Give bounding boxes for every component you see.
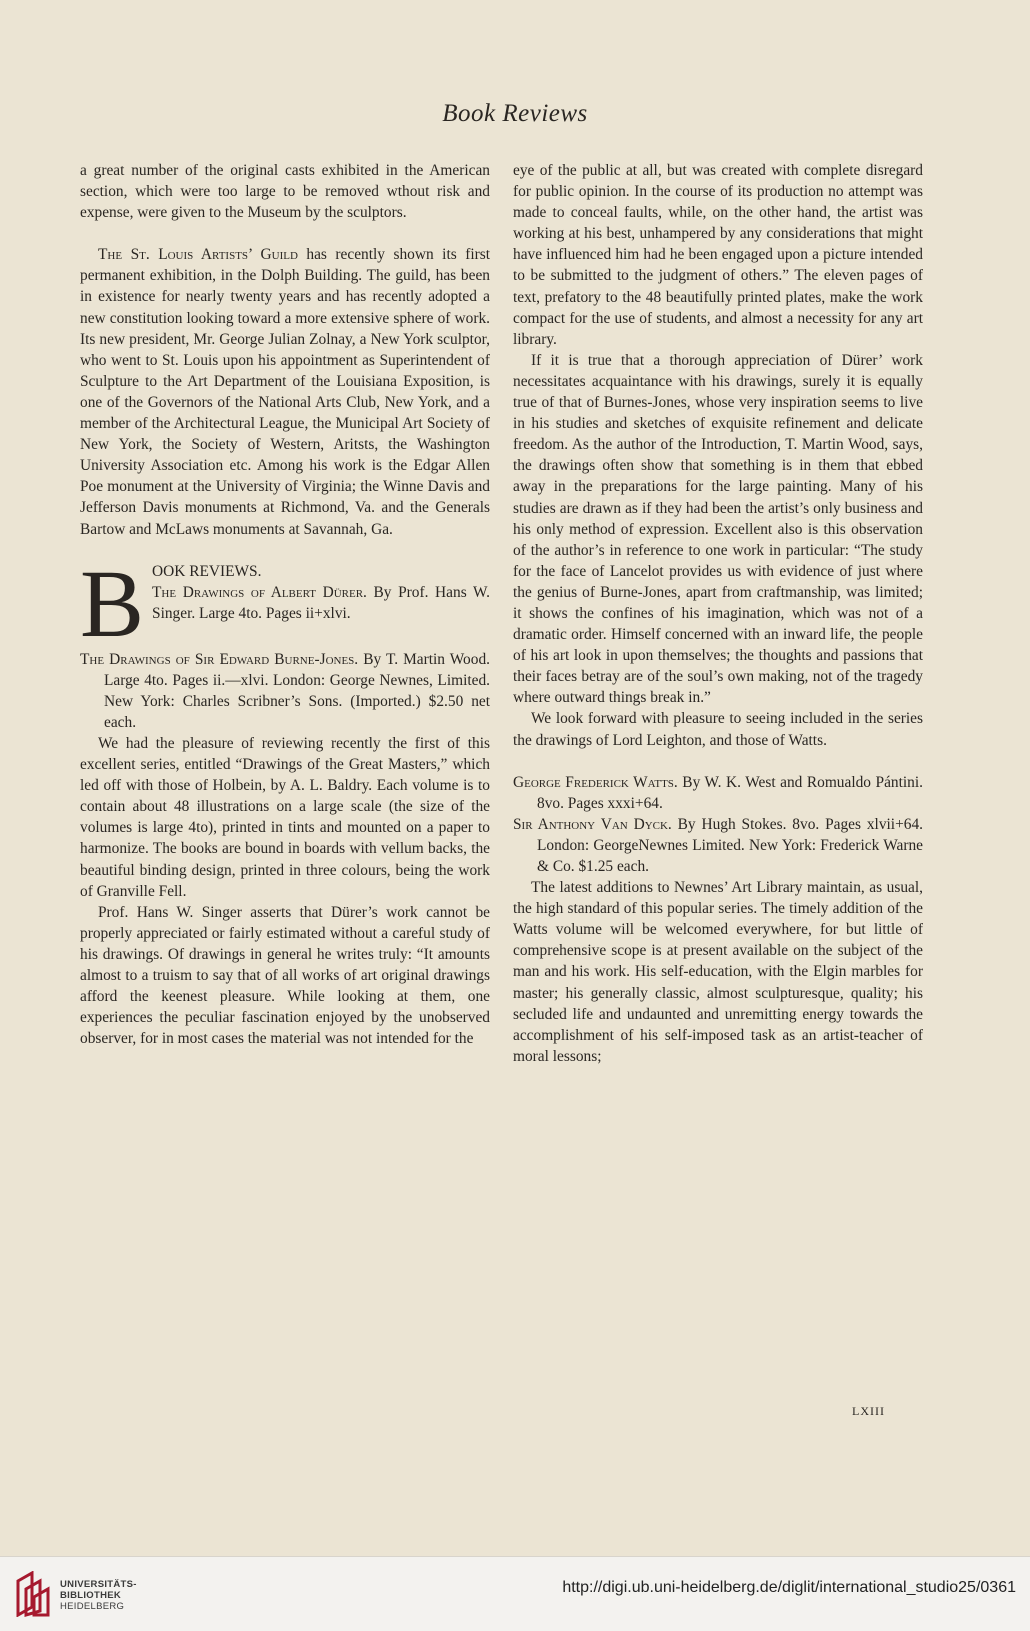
library-name: UNIVERSITÄTS- BIBLIOTHEK HEIDELBERG <box>60 1579 137 1612</box>
book-entry: Sir Anthony Van Dyck. By Hugh Stokes. 8vo. Pages xlvii+64. London: GeorgeNewnes Limited. New York: Frederick Warne & Co. $1.25 each. <box>513 815 924 875</box>
guild-name: The St. Louis Artists’ Guild <box>98 246 298 264</box>
book-entry: George Frederick Watts. By W. K. West and Romualdo Pántini. 8vo. Pages xxxi+64. <box>513 773 923 812</box>
paragraph: The St. Louis Artists’ Guild has recently shown its first permanent exhibition, in the Dolph Building. The guild, has been in existence for nearly twenty years and has recently adopted a new constitution looking toward a more extensive sphere of work. Its new president, Mr. George Julian Zolnay, a New York sculptor, who went to St. Louis upon his appointment as Superintendent of Sculpture to the Art Department of the Louisiana Exposition, is one of the Governors of the National Arts Club, New York, and a member of the Architectural League, the Municipal Art Society of New York, the Society of Western, Aritsts, the Washington University Association etc. Among his work is the Edgar Allen Poe monument at the University of Virginia; the Winne Davis and Jefferson Davis monuments at Richmond, Va. and the Generals Bartow and McLaws monuments at Savannah, Ga. <box>80 246 491 538</box>
left-column <box>80 160 490 1049</box>
paragraph: If it is true that a thorough appreciation of Dürer’ work necessitates acquaintance with his drawings, surely it is equally true of that of Burnes-Jones, whose very inspiration seems to live in his studies and sketches of exquisite refinement and delicate freedom. As the author of the Introduction, T. Martin Wood, says, the drawings often show that something is in them that ebbed away in the preparations for the large painting. Many of his studies are drawn as if they had been the artist’s only business and his only method of expression. Excellent also is this observation of the author’s in reference to one work in particular: “The study for the face of Lancelot provides us with evidence of just where the genius of Burne-Jones, apart from craftmanship, was limited; it shows the confines of his imagination, which was not of a dramatic order. Himself concerned with an inward life, the people of his art look in upon themselves; the thoughts and passions that their faces betray are of the soul’s own making, not of the tragedy where outward things break in.” <box>513 351 923 707</box>
page-number: LXIII <box>852 1404 885 1418</box>
source-url-link[interactable]: http://digi.ub.uni-heidelberg.de/diglit/international_studio25/0361 <box>562 1579 1016 1596</box>
page-title: Book Reviews <box>442 100 588 127</box>
paragraph: a great number of the original casts exhibited in the American section, which were too large to be removed wthout risk and expense, were given to the Museum by the sculptors. <box>80 162 490 222</box>
book-reviews-section <box>80 549 490 657</box>
paragraph: We look forward with pleasure to seeing included in the series the drawings of Lord Leighton, and those of Watts. <box>513 710 923 749</box>
paragraph: The latest additions to Newnes’ Art Library maintain, as usual, the high standard of this popular series. The timely addition of the Watts volume will be welcomed everywhere, for but little of comprehensive scope is at present available on the subject of the man and his work. His self-education, with the Elgin marbles for master; his generally classic, almost sculpturesque, quality; his secluded life and undaunted and unremitting energy towards the accomplishment of his self-imposed task as an artist-teacher of moral lessons; <box>513 879 923 1065</box>
paragraph: Prof. Hans W. Singer asserts that Dürer’s work cannot be properly appreciated or fairly estimated without a careful study of his drawings. Of drawings in general he writes truly: “It amounts almost to a truism to say that of all works of art original drawings afford the keenest pleasure. While looking at them, one experiences the peculiar fascination enjoyed by the unobserved observer, for in most cases the material was not intended for the <box>80 903 490 1048</box>
section-heading: OOK REVIEWS. <box>152 562 262 580</box>
book-entry: The Drawings of Sir Edward Burne-Jones. By T. Martin Wood. Large 4to. Pages ii.—xlvi. London: George Newnes, Limited. New York: Charles Scribner’s Sons. (Imported.) $2.50 net each. <box>80 650 490 731</box>
book-entry: The Drawings of Albert Dürer. By Prof. Hans W. Singer. Large 4to. Pages ii+xlvi. <box>152 583 490 622</box>
drop-cap: B <box>80 549 145 657</box>
footer-bar <box>0 1556 1030 1631</box>
right-column <box>513 160 923 1067</box>
library-logo-icon <box>14 1571 54 1617</box>
paragraph: We had the pleasure of reviewing recently the first of this excellent series, entitled “Drawings of the Great Masters,” which led off with those of Holbein, by A. L. Baldry. Each volume is to contain about 48 illustrations on a large scale (the size of the volumes is large 4to), printed in tints and mounted on a paper to harmonize. The books are bound in boards with vellum backs, the beautiful binding design, printed in three colours, being the work of Granville Fell. <box>80 734 490 900</box>
paragraph: eye of the public at all, but was created with complete disregard for public opinion. In the course of its production no attempt was made to conceal faults, while, on the other hand, the artist was working at his best, unhampered by any considerations that might have influenced him had he been engaged upon a picture intended to be submitted to the judgment of others.” The eleven pages of text, prefatory to the 48 beautifully printed plates, make the work compact for the use of students, and almost a necessity for any art library. <box>513 162 923 348</box>
